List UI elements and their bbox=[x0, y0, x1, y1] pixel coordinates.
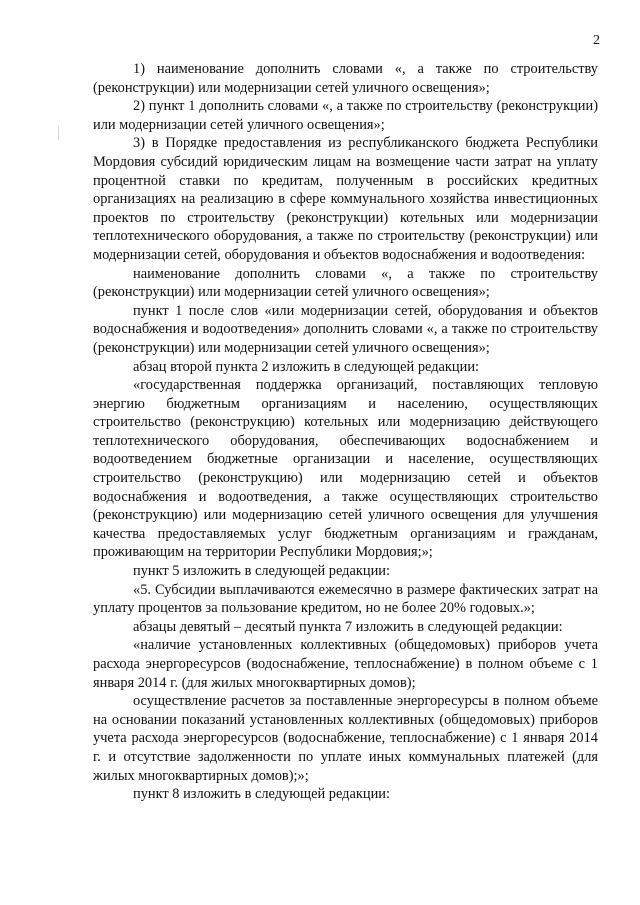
paragraph: пункт 5 изложить в следующей редакции: bbox=[133, 563, 390, 580]
paragraph: наименование дополнить словами «, а также по строительству (реконструкции) или модернизации сетей уличного освещения»; bbox=[93, 265, 598, 301]
paragraph: 1) наименование дополнить словами «, а также по строительству (реконструкции) или модернизации сетей уличного освещения»; bbox=[93, 61, 598, 96]
paragraph: «5. Субсидии выплачиваются ежемесячно в размере фактических затрат на уплату процентов за пользование кредитом, но не более 20% годовых.»; bbox=[93, 581, 598, 617]
paragraph: пункт 8 изложить в следующей редакции: bbox=[133, 786, 390, 803]
paragraph: абзацы девятый – десятый пункта 7 изложить в следующей редакции: bbox=[133, 618, 563, 635]
paragraph: осуществление расчетов за поставленные энергоресурсы в полном объеме на основании показаний установленных коллективных (общедомовых) приборов учета расхода энергоресурсов (водоснабжение, теплоснабжение) с 1 января 2014 г. и отсутствие задолженности по уплате иных коммунальных платежей (для жилых многоквартирных домов);»; bbox=[93, 693, 598, 784]
paragraph: «государственная поддержка организаций, поставляющих тепловую энергию бюджетным организациям и населению, осуществляющих строительство (реконструкцию) котельных или модернизацию действующего теплотехнического оборудования, обеспечивающих водоснабжением и водоотведением бюджетные организации и население, осуществляющих строительство (реконструкцию) или модернизацию сетей и объектов водоснабжения и водоотведения, а также осуществляющих строительство (реконструкцию) или модернизацию сетей уличного освещения для улучшения качества предоставляемых услуг бюджетным организациям и гражданам, проживающим на территории Республики Мордовия;»; bbox=[93, 377, 598, 561]
paragraph: пункт 1 после слов «или модернизации сетей, оборудования и объектов водоснабжения и водоотведения» дополнить словами «, а также по строительству (реконструкции) или модернизации сетей уличного освещения»; bbox=[93, 302, 598, 356]
paragraph: абзац второй пункта 2 изложить в следующей редакции: bbox=[133, 358, 480, 375]
document-body bbox=[93, 60, 598, 804]
page-number: 2 bbox=[593, 33, 600, 48]
paragraph: 3) в Порядке предоставления из республиканского бюджета Республики Мордовия субсидий юридическим лицам на возмещение части затрат на уплату процентной ставки по кредитам, полученным в российских кредитных организациях на реализацию в сфере коммунального хозяйства инвестиционных проектов по строительству (реконструкции) котельных или модернизации теплотехнического оборудования, а также по строительству (реконструкции) или модернизации сетей, оборудования и объектов водоснабжения и водоотведения: bbox=[93, 135, 598, 263]
margin-mark bbox=[58, 126, 59, 140]
paragraph: «наличие установленных коллективных (общедомовых) приборов учета расхода энергоресурсов (водоснабжение, теплоснабжение) в полном объеме с 1 января 2014 г. (для жилых многоквартирных домов); bbox=[93, 637, 598, 691]
paragraph: 2) пункт 1 дополнить словами «, а также по строительству (реконструкции) или модернизации сетей уличного освещения»; bbox=[93, 98, 598, 133]
